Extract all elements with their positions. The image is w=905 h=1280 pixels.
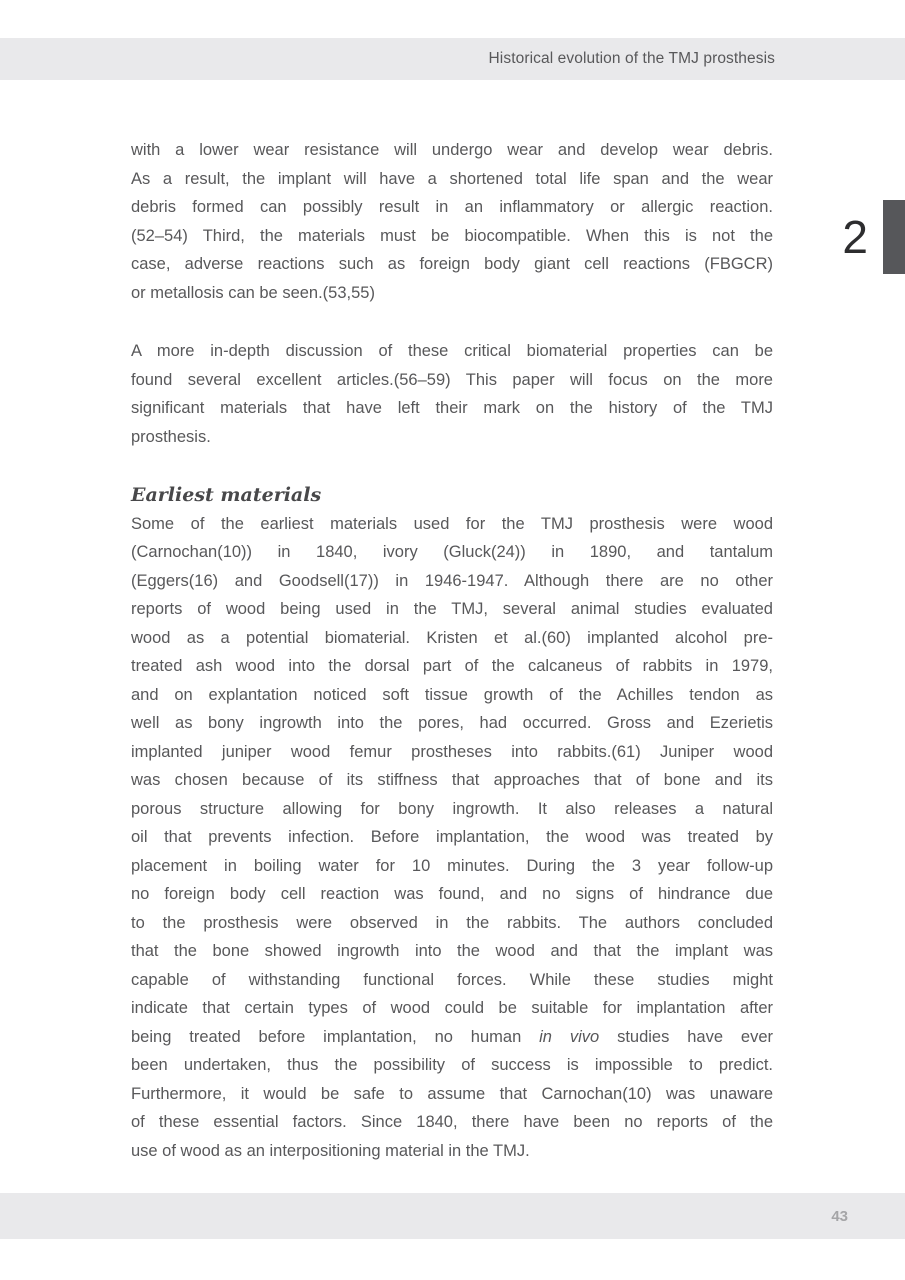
- italic-phrase: in vivo: [539, 1027, 600, 1046]
- text-line: prosthesis.: [131, 427, 211, 446]
- text-line: (Carnochan(10)) in 1840, ivory (Gluck(24)) in 1890, and tantalum: [131, 543, 773, 561]
- text-line: A more in-depth discussion of these critical biomaterial properties can be: [131, 342, 773, 360]
- text-line: porous structure allowing for bony ingrowth. It also releases a natural: [131, 799, 773, 818]
- text-line: well as bony ingrowth into the pores, had occurred. Gross and Ezerietis: [131, 714, 773, 732]
- text-line: wood as a potential biomaterial. Kristen et al.(60) implanted alcohol pre-: [131, 628, 773, 647]
- text-line: of these essential factors. Since 1840, there have been no reports of the: [131, 1113, 773, 1131]
- paragraph: [131, 337, 773, 451]
- text-line: found several excellent articles.(56–59) This paper will focus on the more: [131, 370, 773, 389]
- text-line: been undertaken, thus the possibility of success is impossible to predict.: [131, 1056, 773, 1074]
- text-line: oil that prevents infection. Before implantation, the wood was treated by: [131, 828, 773, 846]
- header-band: [0, 38, 905, 80]
- text-line: being treated before implantation, no human in vivo studies have ever: [131, 1027, 773, 1046]
- text-line: use of wood as an interpositioning material in the TMJ.: [131, 1141, 530, 1160]
- text-line: treated ash wood into the dorsal part of the calcaneus of rabbits in 1979,: [131, 657, 773, 675]
- text-line: debris formed can possibly result in an inflammatory or allergic reaction.: [131, 198, 773, 216]
- text-line: capable of withstanding functional forces. While these studies might: [131, 970, 773, 989]
- text-line: Some of the earliest materials used for the TMJ prosthesis were wood: [131, 514, 773, 533]
- text-line: Furthermore, it would be safe to assume that Carnochan(10) was unaware: [131, 1084, 773, 1103]
- footer-band: [0, 1193, 905, 1239]
- chapter-tab-bar: [883, 200, 905, 274]
- text-line: no foreign body cell reaction was found, and no signs of hindrance due: [131, 885, 773, 903]
- text-line: (52–54) Third, the materials must be biocompatible. When this is not the: [131, 226, 773, 245]
- text-line: indicate that certain types of wood could be suitable for implantation after: [131, 999, 773, 1017]
- text-line: to the prosthesis were observed in the rabbits. The authors concluded: [131, 913, 773, 932]
- text-line: (Eggers(16) and Goodsell(17)) in 1946-1947. Although there are no other: [131, 571, 773, 590]
- text-line: and on explantation noticed soft tissue growth of the Achilles tendon as: [131, 685, 773, 704]
- text-line: was chosen because of its stiffness that approaches that of bone and its: [131, 771, 773, 789]
- page-body: [131, 136, 773, 1195]
- chapter-marker: [842, 200, 905, 274]
- chapter-number: 2: [842, 211, 868, 263]
- text-line: implanted juniper wood femur prostheses into rabbits.(61) Juniper wood: [131, 742, 773, 761]
- text-line: placement in boiling water for 10 minutes. During the 3 year follow-up: [131, 856, 773, 875]
- page-number: 43: [831, 1207, 848, 1225]
- text-line: reports of wood being used in the TMJ, several animal studies evaluated: [131, 600, 773, 618]
- text-line: significant materials that have left their mark on the history of the TMJ: [131, 399, 773, 417]
- section-heading: Earliest materials: [131, 484, 322, 506]
- running-header-title: Historical evolution of the TMJ prosthesis: [488, 50, 775, 67]
- text-line: As a result, the implant will have a shortened total life span and the wear: [131, 169, 773, 188]
- paragraph: [131, 510, 773, 1166]
- text-line: with a lower wear resistance will undergo wear and develop wear debris.: [131, 141, 773, 159]
- paragraph: [131, 136, 773, 307]
- text-line: that the bone showed ingrowth into the wood and that the implant was: [131, 942, 773, 960]
- text-line: or metallosis can be seen.(53,55): [131, 283, 375, 302]
- text-line: case, adverse reactions such as foreign body giant cell reactions (FBGCR): [131, 255, 773, 273]
